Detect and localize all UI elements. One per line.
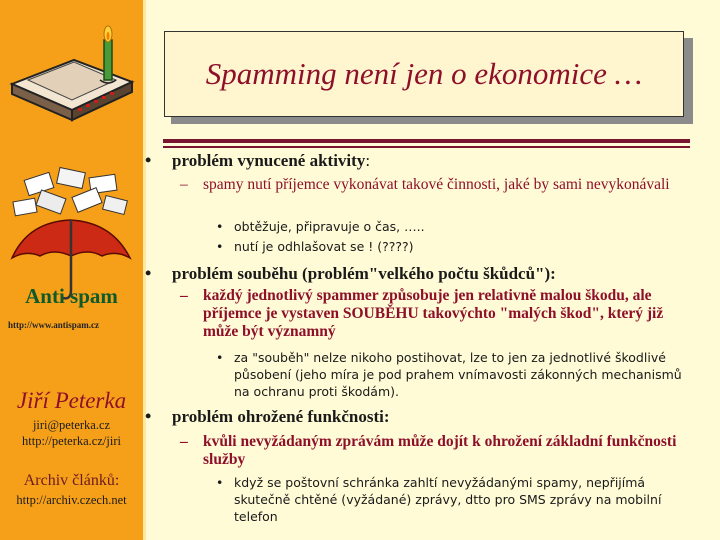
bullet-dot: • [145, 406, 152, 426]
slide-title: Spamming není jen o ekonomice … [205, 56, 643, 91]
bullet-dot: • [145, 150, 152, 170]
modem-candle-icon [4, 22, 139, 122]
title-box [164, 31, 684, 117]
detail-bullet: • když se poštovní schránka zahltí nevyžádanými spamy, nepřijímá skutečně chtěné (vyžádané) zprávy, dtto pro SMS zprávy na mobilní telefon [216, 474, 696, 525]
antispam-url[interactable]: http://www.antispam.cz [8, 320, 100, 330]
sub-bullet: – spamy nutí příjemce vykonávat takové činnosti, jaké by sami nevykonávali [180, 176, 700, 194]
antispam-logo-text: Anti spam [25, 284, 118, 308]
title-rule [163, 139, 690, 143]
sub-bullet-text: každý jednotlivý spammer způsobuje jen relativně malou škodu, ale příjemce je vystaven SOUBĚHU takovýchto "malých škod", který již může být významný [203, 287, 664, 340]
bullet-item [145, 150, 370, 171]
bullet-item [145, 406, 390, 427]
detail-bullet-text: za "souběh" nelze nikoho postihovat, lze to jen za jednotlivé škodlivé působení (jeho míra je pod prahem vnímavosti zákonných mechanismů na ochranu proti škodám). [234, 350, 682, 399]
sub-bullet: – každý jednotlivý spammer způsobuje jen relativně malou škodu, ale příjemce je vystaven SOUBĚHU takovýchto "malých škod", který již může být významný [180, 287, 700, 341]
detail-bullet-text: obtěžuje, připravuje o čas, ….. [234, 219, 425, 234]
detail-bullet: • nutí je odhlašovat se ! (????) [216, 238, 696, 255]
bullet-item [145, 263, 556, 284]
detail-bullet: • za "souběh" nelze nikoho postihovat, lze to jen za jednotlivé škodlivé působení (jeho míra je pod prahem vnímavosti zákonných mechanismů na ochranu proti škodám). [216, 349, 696, 400]
archive-title: Archiv článků: [23, 472, 120, 489]
detail-bullet-text: když se poštovní schránka zahltí nevyžádanými spamy, nepřijímá skutečně chtěné (vyžádané) zprávy, dtto pro SMS zprávy na mobilní telefon [234, 475, 662, 524]
sub-bullet-text: kvůli nevyžádaným zprávám může dojít k ohrožení základní funkčnosti služby [203, 433, 677, 468]
detail-bullet-text: nutí je odhlašovat se ! (????) [234, 239, 414, 254]
sub-bullet: – kvůli nevyžádaným zprávám může dojít k ohrožení základní funkčnosti služby [180, 433, 700, 469]
sub-bullet-text: spamy nutí příjemce vykonávat takové činnosti, jaké by sami nevykonávali [203, 176, 670, 193]
archive-url[interactable]: http://archiv.czech.net [16, 493, 127, 507]
author-homepage[interactable]: http://peterka.cz/jiri [22, 434, 121, 448]
author-name: Jiří Peterka [16, 388, 127, 413]
bullet-label: problém ohrožené funkčnosti: [172, 407, 390, 426]
bullet-label: problém souběhu (problém"velkého počtu škůdců"): [172, 264, 556, 283]
title-rule-thin [163, 146, 690, 148]
bullet-dot: • [145, 263, 152, 283]
bullet-label: problém vynucené aktivity [172, 151, 366, 170]
author-email[interactable]: jiri@peterka.cz [32, 418, 111, 432]
detail-bullet: • obtěžuje, připravuje o čas, ….. [216, 218, 696, 235]
bullet-suffix: : [365, 151, 371, 170]
